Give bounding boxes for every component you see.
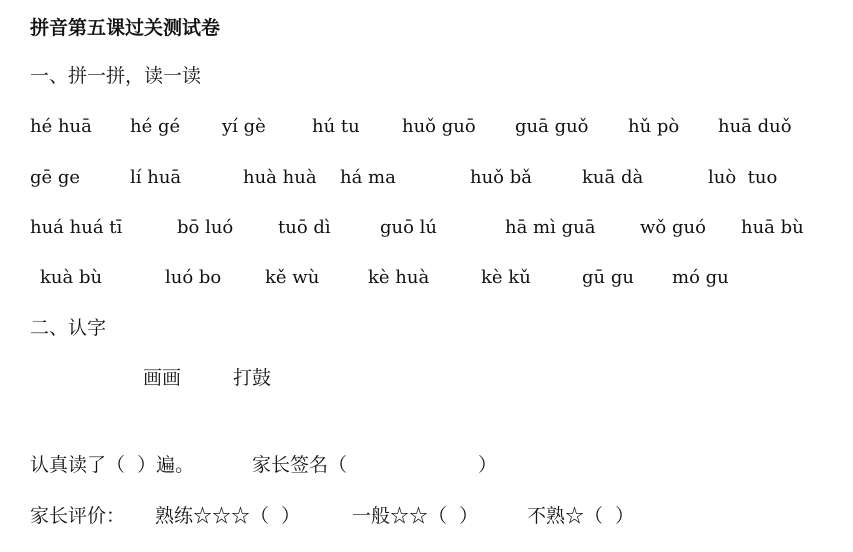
pinyin-word: huǒ bǎ [470,167,532,188]
pinyin-word: tuō dì [278,217,331,238]
character-word: 画画 [143,367,182,389]
pinyin-word: mó gu [672,267,729,288]
pinyin-word: huá huá tī [30,217,123,238]
pinyin-word: kè kǔ [481,267,531,288]
pinyin-word: kuā dà [582,167,644,188]
section1-heading: 一、拼一拼，读一读 [30,65,202,87]
pinyin-word: guō lú [380,217,438,238]
pinyin-word: wǒ guó [640,217,706,238]
read-times-field: 认真读了（ ）遍。 [30,454,195,476]
pinyin-word: gū gu [582,267,634,288]
pinyin-word: bō luó [177,217,234,238]
pinyin-word: kuà bù [40,267,103,288]
parent-signature-label: 家长签名（ [252,454,348,476]
pinyin-word: huǒ guō [402,116,476,137]
pinyin-word: há ma [340,167,396,188]
pinyin-word: huā bù [741,217,804,238]
section2-heading: 二、认字 [30,317,107,339]
pinyin-word: kě wù [265,267,320,288]
pinyin-word: hé huā [30,116,92,137]
pinyin-word: hǔ pò [628,116,680,137]
evaluation-option-fluent: 熟练☆☆☆（ ） [155,505,301,527]
page-title: 拼音第五课过关测试卷 [30,17,221,39]
pinyin-word: huā duǒ [718,116,792,137]
parent-signature-close: ） [478,454,498,476]
character-word: 打鼓 [233,367,272,389]
parent-evaluation-label: 家长评价： [30,505,126,527]
pinyin-word: lí huā [130,167,182,188]
evaluation-option-unfamiliar: 不熟☆（ ） [527,505,635,527]
pinyin-word: hé gé [130,116,181,137]
pinyin-word: gē ge [30,167,81,188]
pinyin-word: hā mì guā [505,217,596,238]
pinyin-word: luó bo [165,267,222,288]
pinyin-word: luò tuo [708,167,778,188]
pinyin-word: yí gè [222,116,266,137]
pinyin-word: hú tu [312,116,360,137]
evaluation-option-average: 一般☆☆（ ） [352,505,479,527]
pinyin-word: kè huà [368,267,430,288]
pinyin-word: guā guǒ [515,116,589,137]
pinyin-word: huà huà [243,167,317,188]
